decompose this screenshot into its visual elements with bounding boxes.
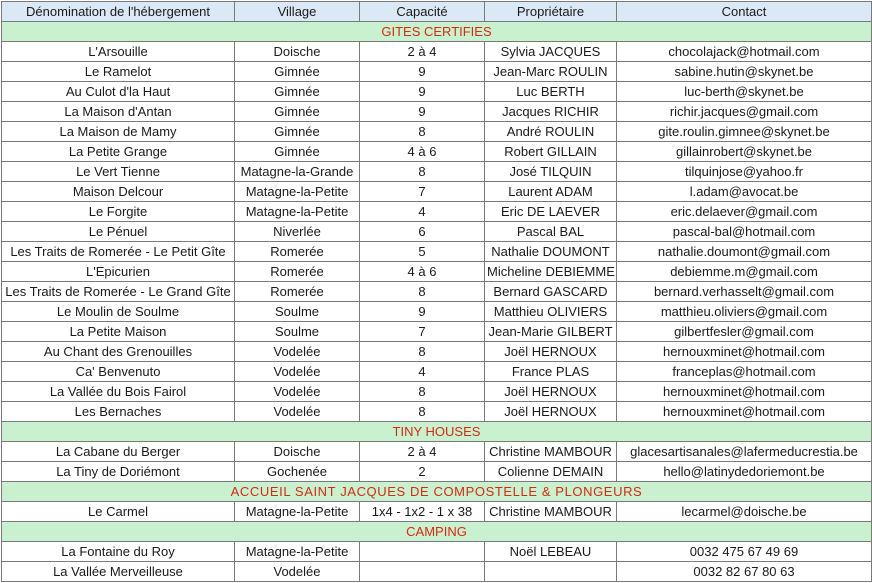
- cell-owner: Nathalie DOUMONT: [485, 242, 617, 262]
- cell-owner: Colienne DEMAIN: [485, 462, 617, 482]
- cell-capacity: 8: [360, 282, 485, 302]
- cell-name: La Maison de Mamy: [2, 122, 235, 142]
- header-name: Dénomination de l'hébergement: [2, 2, 235, 22]
- cell-contact: bernard.verhasselt@gmail.com: [617, 282, 872, 302]
- cell-owner: Sylvia JACQUES: [485, 42, 617, 62]
- table-row: [2, 382, 872, 402]
- cell-village: Gimnée: [235, 102, 360, 122]
- table-row: [2, 462, 872, 482]
- cell-contact: chocolajack@hotmail.com: [617, 42, 872, 62]
- table-row: [2, 122, 872, 142]
- table-row: [2, 302, 872, 322]
- cell-contact: pascal-bal@hotmail.com: [617, 222, 872, 242]
- cell-capacity: 4: [360, 202, 485, 222]
- section-header-row: [2, 422, 872, 442]
- cell-owner: Jean-Marie GILBERT: [485, 322, 617, 342]
- cell-contact: luc-berth@skynet.be: [617, 82, 872, 102]
- cell-name: La Fontaine du Roy: [2, 542, 235, 562]
- cell-owner: Jacques RICHIR: [485, 102, 617, 122]
- cell-owner: Robert GILLAIN: [485, 142, 617, 162]
- cell-village: Matagne-la-Petite: [235, 182, 360, 202]
- cell-village: Romerée: [235, 262, 360, 282]
- cell-owner: Matthieu OLIVIERS: [485, 302, 617, 322]
- section-header-row: [2, 522, 872, 542]
- cell-village: Vodelée: [235, 562, 360, 582]
- cell-name: L'Epicurien: [2, 262, 235, 282]
- cell-village: Gimnée: [235, 82, 360, 102]
- table-row: [2, 402, 872, 422]
- header-row: [2, 2, 872, 22]
- table-row: [2, 62, 872, 82]
- table-row: [2, 362, 872, 382]
- cell-owner: Christine MAMBOUR: [485, 502, 617, 522]
- header-capacity: Capacité: [360, 2, 485, 22]
- cell-village: Romerée: [235, 282, 360, 302]
- cell-name: Le Forgite: [2, 202, 235, 222]
- cell-capacity: 2: [360, 462, 485, 482]
- cell-contact: hernouxminet@hotmail.com: [617, 342, 872, 362]
- table-row: [2, 202, 872, 222]
- section-title: ACCUEIL SAINT JACQUES DE COMPOSTELLE & PLONGEURS: [2, 482, 872, 502]
- table-row: [2, 182, 872, 202]
- table-row: [2, 102, 872, 122]
- cell-capacity: 7: [360, 182, 485, 202]
- table-row: [2, 262, 872, 282]
- cell-village: Vodelée: [235, 342, 360, 362]
- cell-name: Le Vert Tienne: [2, 162, 235, 182]
- cell-village: Vodelée: [235, 382, 360, 402]
- cell-owner: France PLAS: [485, 362, 617, 382]
- cell-name: La Petite Grange: [2, 142, 235, 162]
- cell-village: Matagne-la-Grande: [235, 162, 360, 182]
- header-village: Village: [235, 2, 360, 22]
- table-row: [2, 162, 872, 182]
- cell-name: La Maison d'Antan: [2, 102, 235, 122]
- table-row: [2, 562, 872, 582]
- cell-name: Les Traits de Romerée - Le Petit Gîte: [2, 242, 235, 262]
- cell-name: Les Traits de Romerée - Le Grand Gîte: [2, 282, 235, 302]
- cell-capacity: 9: [360, 302, 485, 322]
- cell-owner: Joël HERNOUX: [485, 342, 617, 362]
- cell-name: L'Arsouille: [2, 42, 235, 62]
- cell-capacity: 8: [360, 162, 485, 182]
- cell-capacity: 2 à 4: [360, 42, 485, 62]
- cell-contact: eric.delaever@gmail.com: [617, 202, 872, 222]
- cell-contact: debiemme.m@gmail.com: [617, 262, 872, 282]
- cell-capacity: 4 à 6: [360, 262, 485, 282]
- cell-village: Gimnée: [235, 142, 360, 162]
- cell-name: Les Bernaches: [2, 402, 235, 422]
- table-row: [2, 222, 872, 242]
- cell-village: Doische: [235, 42, 360, 62]
- cell-capacity: 7: [360, 322, 485, 342]
- cell-capacity: 2 à 4: [360, 442, 485, 462]
- cell-contact: hernouxminet@hotmail.com: [617, 382, 872, 402]
- cell-name: Au Chant des Grenouilles: [2, 342, 235, 362]
- cell-village: Niverlée: [235, 222, 360, 242]
- section-header-row: [2, 22, 872, 42]
- table-row: [2, 322, 872, 342]
- section-title: CAMPING: [2, 522, 872, 542]
- cell-owner: Pascal BAL: [485, 222, 617, 242]
- cell-name: Le Pénuel: [2, 222, 235, 242]
- cell-village: Vodelée: [235, 362, 360, 382]
- cell-contact: l.adam@avocat.be: [617, 182, 872, 202]
- table-row: [2, 242, 872, 262]
- section-title: TINY HOUSES: [2, 422, 872, 442]
- cell-name: Maison Delcour: [2, 182, 235, 202]
- cell-capacity: 8: [360, 342, 485, 362]
- cell-owner: Joël HERNOUX: [485, 382, 617, 402]
- cell-village: Soulme: [235, 302, 360, 322]
- table-row: [2, 342, 872, 362]
- cell-name: La Vallée du Bois Fairol: [2, 382, 235, 402]
- cell-capacity: 5: [360, 242, 485, 262]
- cell-capacity: 9: [360, 102, 485, 122]
- cell-contact: nathalie.doumont@gmail.com: [617, 242, 872, 262]
- cell-contact: 0032 82 67 80 63: [617, 562, 872, 582]
- table-row: [2, 82, 872, 102]
- cell-name: La Tiny de Doriémont: [2, 462, 235, 482]
- cell-name: La Cabane du Berger: [2, 442, 235, 462]
- table-row: [2, 502, 872, 522]
- section-header-row: [2, 482, 872, 502]
- cell-village: Gimnée: [235, 62, 360, 82]
- cell-contact: gilbertfesler@gmail.com: [617, 322, 872, 342]
- cell-capacity: 6: [360, 222, 485, 242]
- cell-capacity: 8: [360, 122, 485, 142]
- cell-name: Le Ramelot: [2, 62, 235, 82]
- cell-capacity: [360, 562, 485, 582]
- cell-contact: richir.jacques@gmail.com: [617, 102, 872, 122]
- cell-owner: [485, 562, 617, 582]
- section-title: GITES CERTIFIES: [2, 22, 872, 42]
- cell-contact: tilquinjose@yahoo.fr: [617, 162, 872, 182]
- cell-capacity: 8: [360, 382, 485, 402]
- cell-owner: Noël LEBEAU: [485, 542, 617, 562]
- cell-village: Gimnée: [235, 122, 360, 142]
- cell-village: Doische: [235, 442, 360, 462]
- cell-contact: franceplas@hotmail.com: [617, 362, 872, 382]
- cell-village: Matagne-la-Petite: [235, 202, 360, 222]
- cell-name: La Petite Maison: [2, 322, 235, 342]
- cell-contact: glacesartisanales@lafermeducrestia.be: [617, 442, 872, 462]
- cell-owner: Eric DE LAEVER: [485, 202, 617, 222]
- cell-contact: lecarmel@doische.be: [617, 502, 872, 522]
- cell-contact: hernouxminet@hotmail.com: [617, 402, 872, 422]
- cell-name: Ca' Benvenuto: [2, 362, 235, 382]
- cell-name: La Vallée Merveilleuse: [2, 562, 235, 582]
- table-row: [2, 442, 872, 462]
- cell-capacity: 1x4 - 1x2 - 1 x 38: [360, 502, 485, 522]
- cell-contact: 0032 475 67 49 69: [617, 542, 872, 562]
- accommodation-table: [1, 1, 872, 582]
- header-owner: Propriétaire: [485, 2, 617, 22]
- table-row: [2, 542, 872, 562]
- cell-capacity: 8: [360, 402, 485, 422]
- cell-village: Gochenée: [235, 462, 360, 482]
- cell-village: Soulme: [235, 322, 360, 342]
- cell-contact: gite.roulin.gimnee@skynet.be: [617, 122, 872, 142]
- cell-contact: sabine.hutin@skynet.be: [617, 62, 872, 82]
- table-row: [2, 282, 872, 302]
- table-row: [2, 42, 872, 62]
- cell-contact: gillainrobert@skynet.be: [617, 142, 872, 162]
- cell-village: Matagne-la-Petite: [235, 542, 360, 562]
- cell-name: Le Moulin de Soulme: [2, 302, 235, 322]
- cell-owner: Jean-Marc ROULIN: [485, 62, 617, 82]
- cell-owner: André ROULIN: [485, 122, 617, 142]
- cell-owner: Laurent ADAM: [485, 182, 617, 202]
- cell-owner: Micheline DEBIEMME: [485, 262, 617, 282]
- cell-village: Romerée: [235, 242, 360, 262]
- cell-owner: Christine MAMBOUR: [485, 442, 617, 462]
- cell-owner: José TILQUIN: [485, 162, 617, 182]
- cell-name: Au Culot d'la Haut: [2, 82, 235, 102]
- cell-capacity: 4 à 6: [360, 142, 485, 162]
- cell-owner: Joël HERNOUX: [485, 402, 617, 422]
- cell-village: Vodelée: [235, 402, 360, 422]
- header-contact: Contact: [617, 2, 872, 22]
- cell-contact: hello@latinydedoriemont.be: [617, 462, 872, 482]
- cell-owner: Luc BERTH: [485, 82, 617, 102]
- cell-capacity: 9: [360, 82, 485, 102]
- cell-village: Matagne-la-Petite: [235, 502, 360, 522]
- cell-owner: Bernard GASCARD: [485, 282, 617, 302]
- cell-contact: matthieu.oliviers@gmail.com: [617, 302, 872, 322]
- cell-name: Le Carmel: [2, 502, 235, 522]
- cell-capacity: 9: [360, 62, 485, 82]
- table-row: [2, 142, 872, 162]
- cell-capacity: 4: [360, 362, 485, 382]
- cell-capacity: [360, 542, 485, 562]
- table-body: [2, 22, 872, 582]
